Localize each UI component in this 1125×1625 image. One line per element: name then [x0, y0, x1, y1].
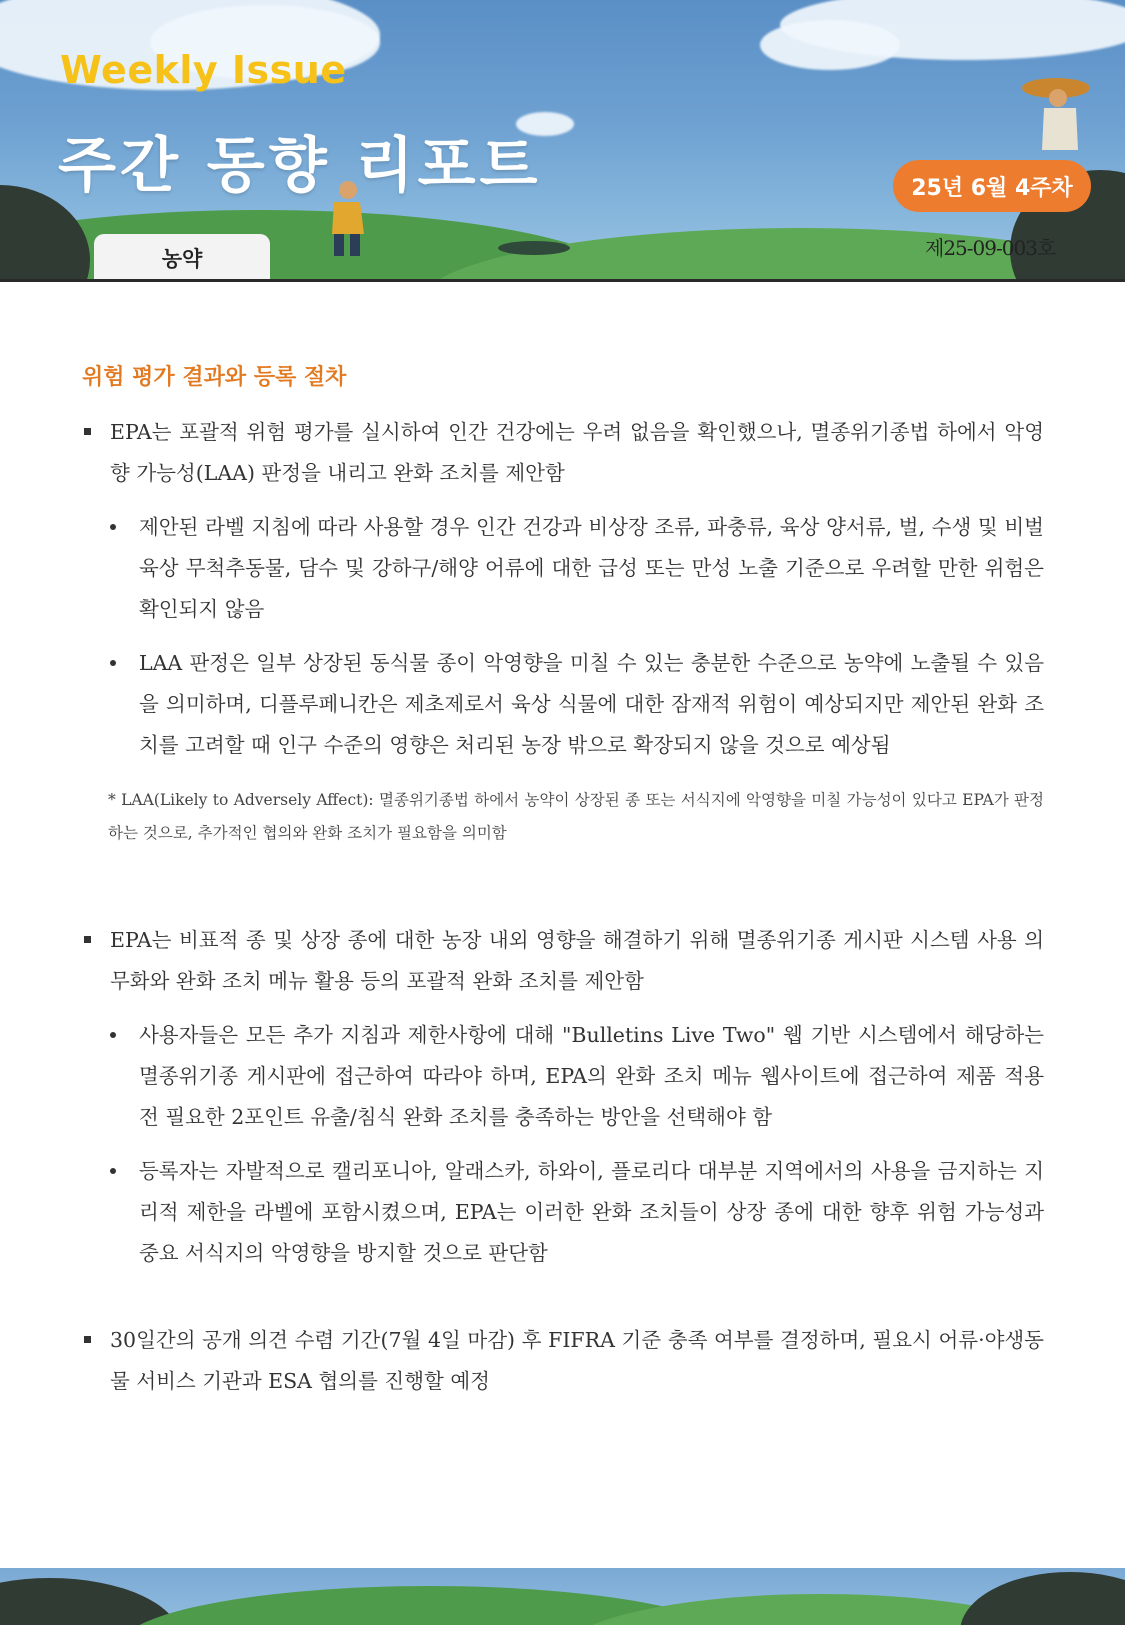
sub-bullet-text: 등록자는 자발적으로 캘리포니아, 알래스카, 하와이, 플로리다 대부분 지역에서의 사용을 금지하는 지리적 제한을 라벨에 포함시켰으며, EPA는 이러한 완화 조치들이 상장 종에 대한 향후 위험 가능성과 중요 서식지의 악영향을 방지할 것으로 판단함: [139, 1159, 1044, 1265]
dot-bullet-icon: [110, 660, 116, 666]
cloud-illustration: [760, 20, 900, 70]
square-bullet-icon: [84, 428, 91, 435]
bullet-text: EPA는 포괄적 위험 평가를 실시하여 인간 건강에는 우려 없음을 확인했으나, 멸종위기종법 하에서 악영향 가능성(LAA) 판정을 내리고 완화 조치를 제안함: [110, 420, 1044, 485]
sub-bullet-item: [110, 507, 1044, 630]
week-badge: 25년 6월 4주차: [893, 160, 1091, 212]
sub-bullet-text: 제안된 라벨 지침에 따라 사용할 경우 인간 건강과 비상장 조류, 파충류, 육상 양서류, 벌, 수생 및 비벌 육상 무척추동물, 담수 및 강하구/해양 어류에 대한 급성 또는 만성 노출 기준으로 우려할 만한 위험은 확인되지 않음: [139, 515, 1044, 621]
page-title: 주간 동향 리포트: [58, 131, 542, 201]
footer-banner: [0, 1568, 1125, 1625]
pond-illustration: [498, 241, 570, 255]
bullet-item: [84, 920, 1044, 1002]
header-banner: [0, 0, 1125, 282]
weekly-issue-label: Weekly Issue: [60, 48, 347, 92]
bullet-text: EPA는 비표적 종 및 상장 종에 대한 농장 내외 영향을 해결하기 위해 멸종위기종 게시판 시스템 사용 의무화와 완화 조치 메뉴 활용 등의 포괄적 완화 조치를 제안함: [110, 928, 1044, 993]
square-bullet-icon: [84, 1336, 91, 1343]
sub-bullet-item: [110, 643, 1044, 766]
sub-bullet-item: [110, 1015, 1044, 1138]
sub-bullet-text: LAA 판정은 일부 상장된 동식물 종이 악영향을 미칠 수 있는 충분한 수준으로 농약에 노출될 수 있음을 의미하며, 디플루페니칸은 제초제로서 육상 식물에 대한 잠재적 위험이 예상되지만 제안된 완화 조치를 고려할 때 인구 수준의 영향은 처리된 농장 밖으로 확장되지 않을 것으로 예상됨: [139, 651, 1044, 757]
dot-bullet-icon: [110, 524, 116, 530]
category-tab[interactable]: 농약: [94, 234, 270, 282]
hill-illustration: [960, 1572, 1125, 1625]
footnote: * LAA(Likely to Adversely Affect): 멸종위기종법 하에서 농약이 상장된 종 또는 서식지에 악영향을 미칠 가능성이 있다고 EPA가 판정하는 것으로, 추가적인 협의와 완화 조치가 필요함을 의미함: [108, 791, 1044, 842]
bullet-text: 30일간의 공개 의견 수렴 기간(7월 4일 마감) 후 FIFRA 기준 충족 여부를 결정하며, 필요시 어류·야생동물 서비스 기관과 ESA 협의를 진행할 예정: [110, 1328, 1044, 1393]
issue-number: 제25-09-003호: [925, 236, 1056, 260]
bullet-item: [84, 1320, 1044, 1402]
sub-bullet-item: [110, 1151, 1044, 1274]
dot-bullet-icon: [110, 1168, 116, 1174]
dot-bullet-icon: [110, 1032, 116, 1038]
divider: [0, 279, 1125, 282]
sub-bullet-text: 사용자들은 모든 추가 지침과 제한사항에 대해 "Bulletins Live Two" 웹 기반 시스템에서 해당하는 멸종위기종 게시판에 접근하여 따라야 하며, EPA의 완화 조치 메뉴 웹사이트에 접근하여 제품 적용 전 필요한 2포인트 유출/침식 완화 조치를 충족하는 방안을 선택해야 함: [139, 1023, 1044, 1129]
section-title: 위험 평가 결과와 등록 절차: [82, 365, 347, 390]
square-bullet-icon: [84, 936, 91, 943]
person-illustration: [1018, 70, 1094, 150]
bullet-item: [84, 412, 1044, 494]
